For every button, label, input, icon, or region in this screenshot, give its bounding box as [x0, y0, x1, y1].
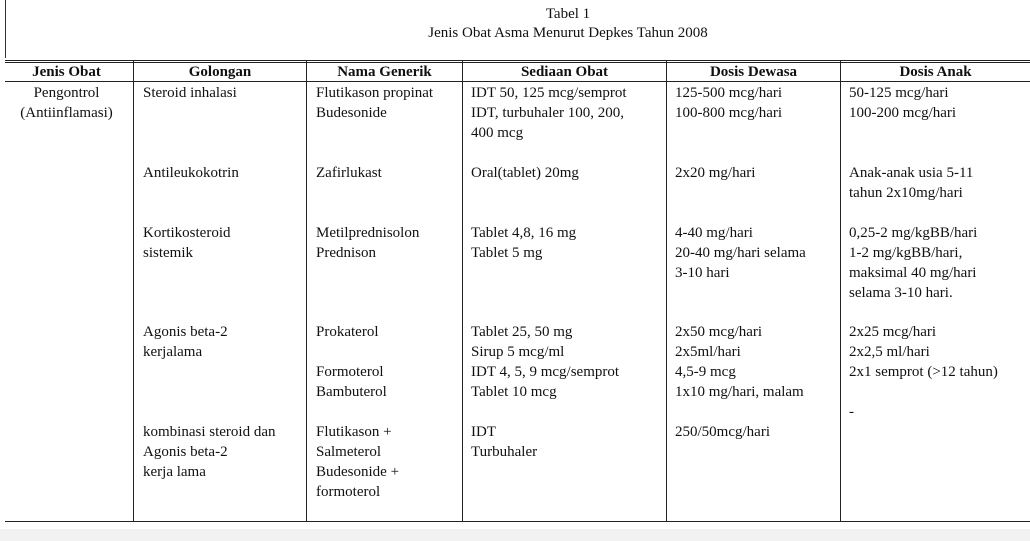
dosis-dewasa-cell: [675, 83, 782, 123]
column-divider: [666, 60, 667, 522]
cell-line: (Antiinflamasi): [20, 105, 113, 121]
cell-line: Formoterol: [316, 364, 384, 380]
dosis-anak-cell: [849, 322, 998, 422]
cell-line: 4-40 mg/hari: [675, 225, 753, 241]
header-jenis-obat: Jenis Obat: [32, 64, 101, 80]
cell-line: [849, 382, 998, 402]
cell-line: Agonis beta-2: [143, 444, 228, 460]
cell-line: tahun 2x10mg/hari: [849, 185, 963, 201]
cell-line: Bambuterol: [316, 384, 387, 400]
sediaan-obat-cell: [471, 223, 576, 263]
cell-line: Budesonide +: [316, 464, 400, 480]
cell-line: Prokaterol: [316, 324, 379, 340]
cell-line: 2x2,5 ml/hari: [849, 344, 930, 360]
cell-line: 100-200 mcg/hari: [849, 105, 957, 121]
column-divider: [133, 60, 134, 522]
cell-line: 2x5ml/hari: [675, 344, 741, 360]
cell-line: Steroid inhalasi: [143, 85, 237, 101]
cell-line: 100-800 mcg/hari: [675, 105, 783, 121]
table-top-rule-2: [5, 62, 1030, 63]
sediaan-obat-cell: [471, 422, 537, 462]
cell-line: kombinasi steroid dan: [143, 424, 276, 440]
column-divider: [306, 60, 307, 522]
nama-generik-cell: [316, 422, 399, 502]
sediaan-obat-cell: [471, 322, 619, 402]
cell-line: Oral(tablet) 20mg: [471, 165, 579, 181]
dosis-dewasa-cell: [675, 422, 770, 442]
cell-line: sistemik: [143, 245, 194, 261]
cell-line: Flutikason +: [316, 424, 392, 440]
cell-line: kerjalama: [143, 344, 203, 360]
header-sediaan-obat: Sediaan Obat: [520, 64, 609, 80]
cell-line: Sirup 5 mcg/ml: [471, 344, 565, 360]
table-caption: Tabel 1: [545, 6, 591, 22]
dosis-dewasa-cell: [675, 223, 806, 283]
cell-line: 2x1 semprot (>12 tahun): [849, 364, 998, 380]
cell-line: maksimal 40 mg/hari: [849, 265, 977, 281]
cell-line: Tablet 25, 50 mg: [471, 324, 573, 340]
cell-line: 50-125 mcg/hari: [849, 85, 949, 101]
dosis-dewasa-cell: [675, 322, 804, 402]
golongan-cell: [143, 322, 228, 362]
cell-line: Pengontrol: [33, 85, 100, 101]
cell-line: 400 mcg: [471, 125, 524, 141]
jenis-obat-cell: [0, 83, 133, 123]
dosis-dewasa-cell: [675, 163, 755, 183]
cell-line: 0,25-2 mg/kgBB/hari: [849, 225, 978, 241]
cell-line: 2x50 mcg/hari: [675, 324, 763, 340]
nama-generik-cell: [316, 163, 382, 183]
cell-line: 250/50mcg/hari: [675, 424, 770, 440]
header-dosis-anak: Dosis Anak: [899, 64, 972, 80]
tick-mark: [836, 521, 844, 522]
golongan-cell: [143, 422, 275, 482]
cell-line: Agonis beta-2: [143, 324, 228, 340]
cell-line: Flutikason propinat: [316, 85, 434, 101]
cell-line: Zafirlukast: [316, 165, 382, 181]
cell-line: 4,5-9 mcg: [675, 364, 736, 380]
tick-mark: [129, 521, 137, 522]
golongan-cell: [143, 83, 237, 103]
header-golongan: Golongan: [188, 64, 252, 80]
golongan-cell: [143, 223, 231, 263]
sediaan-obat-cell: [471, 83, 627, 143]
header-nama-generik: Nama Generik: [337, 64, 432, 80]
cell-line: IDT: [471, 424, 496, 440]
nama-generik-cell: [316, 83, 433, 123]
column-divider: [462, 60, 463, 522]
cell-line: Turbuhaler: [471, 444, 538, 460]
tick-mark: [302, 521, 310, 522]
left-margin-line: [5, 0, 6, 58]
cell-line: [316, 342, 387, 362]
cell-line: Kortikosteroid: [143, 225, 231, 241]
cell-line: 1-2 mg/kgBB/hari,: [849, 245, 963, 261]
tick-mark: [458, 521, 466, 522]
cell-line: Antileukokotrin: [143, 165, 239, 181]
cell-line: formoterol: [316, 484, 381, 500]
cell-line: 2x25 mcg/hari: [849, 324, 937, 340]
cell-line: Tablet 10 mcg: [471, 384, 557, 400]
dosis-anak-cell: [849, 83, 956, 123]
table-title: Jenis Obat Asma Menurut Depkes Tahun 2008: [428, 25, 708, 41]
dosis-anak-cell: [849, 163, 973, 203]
dosis-anak-cell: [849, 223, 977, 303]
cell-line: -: [849, 404, 854, 420]
column-divider: [840, 60, 841, 522]
cell-line: Tablet 4,8, 16 mg: [471, 225, 577, 241]
cell-line: IDT 50, 125 mcg/semprot: [471, 85, 627, 101]
cell-line: Tablet 5 mg: [471, 245, 543, 261]
cell-line: 2x20 mg/hari: [675, 165, 756, 181]
tick-mark: [662, 521, 670, 522]
sediaan-obat-cell: [471, 163, 579, 183]
cell-line: 3-10 hari: [675, 265, 730, 281]
cell-line: IDT 4, 5, 9 mcg/semprot: [471, 364, 620, 380]
cell-line: Anak-anak usia 5-11: [849, 165, 974, 181]
table-bottom-rule: [5, 521, 1030, 522]
header-bottom-rule: [5, 81, 1030, 82]
cell-line: Salmeterol: [316, 444, 381, 460]
table-top-rule: [5, 60, 1030, 61]
cell-line: Budesonide: [316, 105, 387, 121]
cell-line: 20-40 mg/hari selama: [675, 245, 806, 261]
golongan-cell: [143, 163, 239, 183]
cell-line: kerja lama: [143, 464, 206, 480]
cell-line: IDT, turbuhaler 100, 200,: [471, 105, 625, 121]
cell-line: 125-500 mcg/hari: [675, 85, 783, 101]
header-dosis-dewasa: Dosis Dewasa: [709, 64, 798, 80]
nama-generik-cell: [316, 322, 387, 402]
nama-generik-cell: [316, 223, 419, 263]
cell-line: Metilprednisolon: [316, 225, 420, 241]
cell-line: 1x10 mg/hari, malam: [675, 384, 804, 400]
cell-line: Prednison: [316, 245, 376, 261]
cell-line: selama 3-10 hari.: [849, 285, 953, 301]
